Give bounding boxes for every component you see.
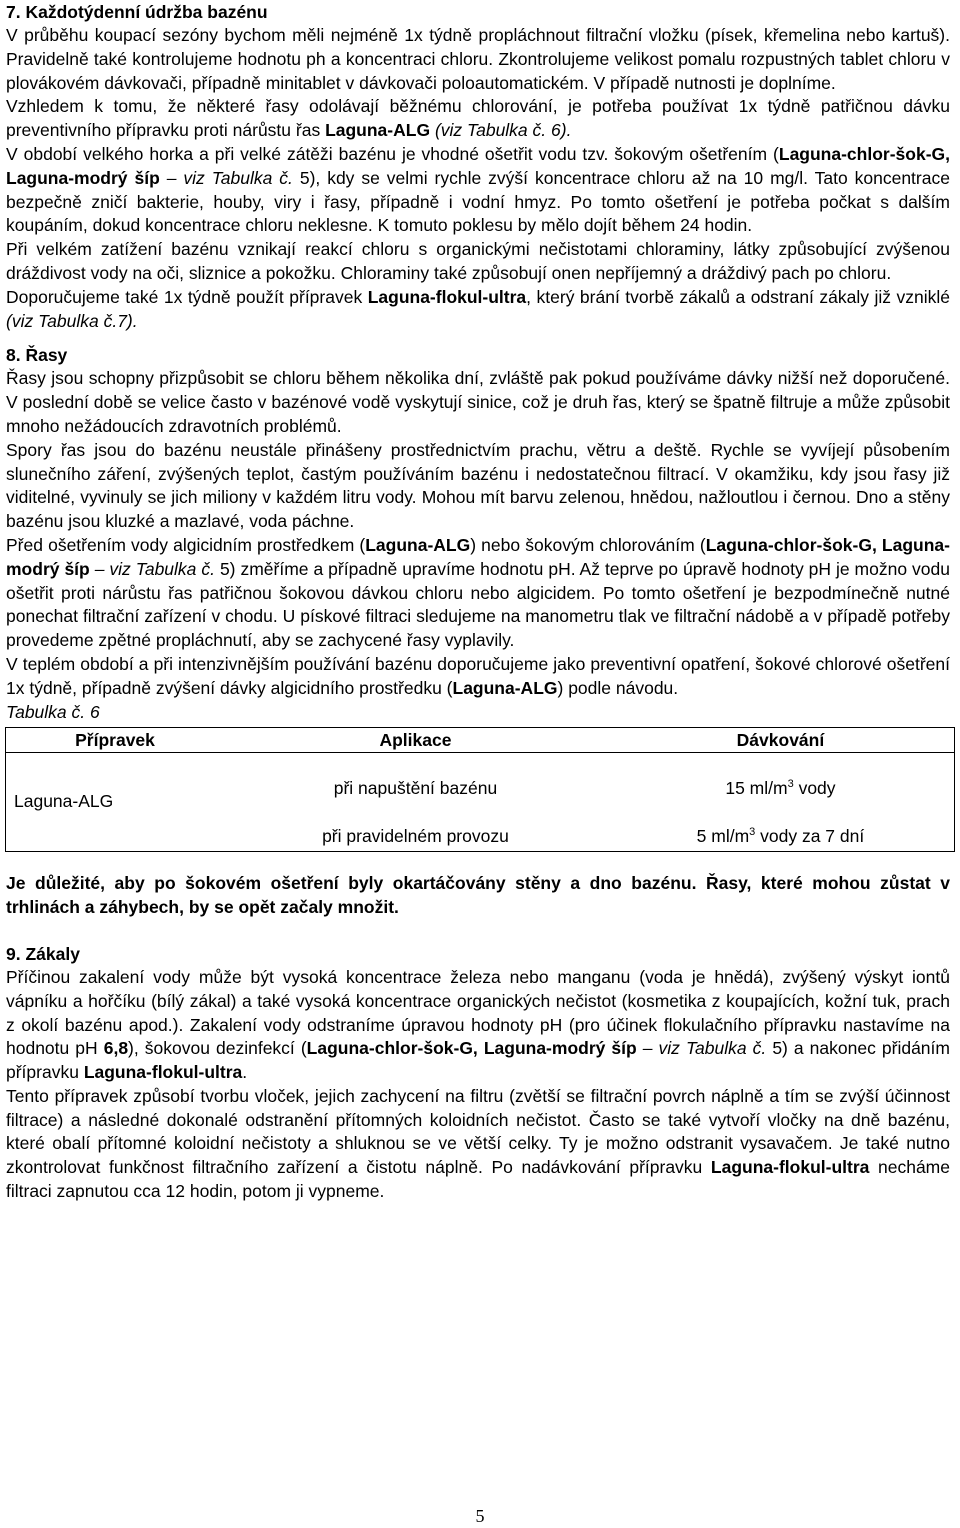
- product-name: Laguna-chlor-šok-G, Laguna-modrý šíp: [6, 534, 950, 579]
- section-9-paragraph-2: Tento přípravek způsobí tvorbu vloček, jejich zachycení na filtru (zvětší se filtrační povrch náplně a tím se zvýší účinnost filtrace) a následné dokonalé odstranění přítomných koloidních nečistot. Často se také vytvoří vločky na dně bazénu, které obalí přítomné koloidní nečistoty a shluknou se ve větší celky. Ty je možno odstranit vysavačem. Je také nutno zkontrolovat funkčnost filtračního zařízení a čistotu náplně. Po nadávkování přípravku Laguna-flokul-ultra necháme filtraci zapnutou cca 12 hodin, potom ji vypneme.: [6, 1085, 950, 1202]
- section-8-paragraph-4: V teplém období a při intenzivnějším používání bazénu doporučujeme jako preventivní opatření, šokové chlorové ošetření 1x týdně, případně zvýšení dávky algicidního prostředku (Laguna-ALG) podle návodu.: [6, 653, 950, 698]
- important-note: Je důležité, aby po šokovém ošetření byly okartáčovány stěny a dno bazénu. Řasy, které mohou zůstat v trhlinách a záhybech, by se opět začaly množit.: [6, 873, 950, 918]
- product-name: Laguna-ALG: [365, 534, 471, 555]
- section-7-paragraph-4: Při velkém zatížení bazénu vznikají reakcí chloru s organickými nečistotami chloraminy, látky způsobující zvýšenou dráždivost vody na oči, sliznice a pokožku. Chloraminy také způsobují onen nepříjemný a dráždivý pach po chloru.: [6, 239, 950, 283]
- section-9-heading: 9. Zákaly: [6, 943, 80, 964]
- section-7-paragraph-5: Doporučujeme také 1x týdně použít přípravek Laguna-flokul-ultra, který brání tvorbě zákalů a odstraní zákaly již vzniklé (viz Tabulka č.7).: [6, 286, 950, 331]
- product-name: Laguna-ALG: [452, 677, 558, 698]
- table-row: [6, 753, 955, 802]
- product-name: Laguna-chlor-šok-G, Laguna-modrý šíp: [306, 1038, 637, 1059]
- document-page: [6, 0, 950, 1204]
- column-header: Dávkování: [607, 728, 955, 753]
- section-8-heading: 8. Řasy: [6, 345, 68, 366]
- section-7-heading: 7. Každotýdenní údržba bazénu: [6, 2, 268, 22]
- dose-cell: 15 $ml/m^3$ vody: [607, 753, 955, 802]
- product-name: Laguna-flokul-ultra: [83, 1062, 243, 1083]
- section-8-paragraph-3: Před ošetřením vody algicidním prostředkem (Laguna-ALG) nebo šokovým chlorováním (Laguna-chlor-šok-G, Laguna-modrý šíp – viz Tabulka č. 5) změříme a případně upravíme hodnotu pH. Až teprve po úpravě hodnoty pH je možno vodu ošetřit proti nárůstu řas patřičnou šokovou dávkou chloru nebo algicidem. Po tomto ošetření je bezpodmínečně nutné ponechat filtrační zařízení v chodu. U pískové filtraci sledujeme na manometru tlak ve filtrační nádobě a v případě potřeby provedeme zpětné propláchnutí, aby se zachycené řasy vyplavily.: [6, 534, 950, 651]
- product-name: Laguna-flokul-ultra: [710, 1157, 870, 1178]
- application-cell: při napuštění bazénu: [333, 778, 498, 799]
- section-9-paragraph-1: Příčinou zakalení vody může být vysoká koncentrace železa nebo manganu (voda je hnědá), zvýšený výskyt iontů vápníku a hořčíku (bílý zákal) a také vysoká koncentrace organických nečistot (kosmetika z koupajících, kožní tuk, prach z okolí bazénu apod.). Zakalení vody odstraníme úpravou hodnoty pH (pro účinek flokulačního přípravku nastavíme na hodnotu pH 6,8), šokovou dezinfekcí (Laguna-chlor-šok-G, Laguna-modrý šíp – viz Tabulka č. 5) a nakonec přidáním přípravku Laguna-flokul-ultra.: [6, 966, 950, 1083]
- section-8-paragraph-2: Spory řas jsou do bazénu neustále přinášeny prostřednictvím prachu, větru a deště. Rychle se vyvíjejí působením slunečního záření, zvýšených teplot, častým používáním bazénu i nedostatečnou filtrací. V okamžiku, kdy jsou řasy již viditelné, vyvinuly se jich miliony v každém litru vody. Mohou mít barvu zelenou, hnědou, nažloutlou i černou. Dno a stěny bazénu jsou kluzké a mazlavé, voda páchne.: [6, 439, 950, 532]
- dose-cell: 5 $ml/m^3$ vody za 7 dní: [607, 801, 955, 852]
- product-name: Laguna-flokul-ultra: [367, 286, 527, 307]
- dosage-table: [5, 727, 955, 852]
- section-7-paragraph-1: V průběhu koupací sezóny bychom měli nejméně 1x týdně propláchnout filtrační vložku (písek, křemelina nebo kartuš). Pravidelně také kontrolujeme hodnotu ph a koncentraci chloru. Zkontrolujeme velikost pomalu rozpustných tablet chloru v plovákovém dávkovači, případně minitablet v dávkovači poloautomatickém. V případě nutnosti je doplníme.: [6, 25, 950, 93]
- product-name: Laguna-chlor-šok-G, Laguna-modrý šíp: [6, 143, 950, 188]
- application-cell: při pravidelném provozu: [224, 801, 607, 852]
- section-7-paragraph-3: V období velkého horka a při velké zátěži bazénu je vhodné ošetřit vodu tzv. šokovým ošetřením (Laguna-chlor-šok-G, Laguna-modrý šíp – viz Tabulka č. 5), kdy se velmi rychle zvýší koncentrace chloru až na 10 mg/l. Tato koncentrace bezpečně zničí bakterie, houby, viry i řasy, případně i vodní hmyz. Po tomto ošetření je potřeba počkat s dalším koupáním, dokud koncentrace chloru neklesne. K tomuto poklesu by mělo dojít během 24 hodin.: [6, 143, 950, 236]
- product-cell: Laguna-ALG: [6, 753, 225, 852]
- table-caption: Tabulka č. 6: [6, 701, 100, 722]
- column-header: Přípravek: [6, 728, 225, 753]
- product-name: Laguna-ALG: [325, 120, 431, 141]
- column-header: Aplikace: [224, 728, 607, 753]
- section-7-paragraph-2: Vzhledem k tomu, že některé řasy odolávají běžnému chlorování, je potřeba používat 1x týdně patřičnou dávku preventivního přípravku proti nárůstu řas Laguna-ALG (viz Tabulka č. 6).: [6, 96, 950, 141]
- section-8-paragraph-1: Řasy jsou schopny přizpůsobit se chloru během několika dní, zvláště pak pokud používáme dávky nižší než doporučené. V poslední době se velice často v bazénové vodě vyskytují sinice, což je druh řas, který se špatně filtruje a může způsobit mnoho nežádoucích zdravotních problémů.: [6, 368, 950, 436]
- table-header-row: [6, 728, 955, 753]
- page-number: 5: [475, 1506, 485, 1526]
